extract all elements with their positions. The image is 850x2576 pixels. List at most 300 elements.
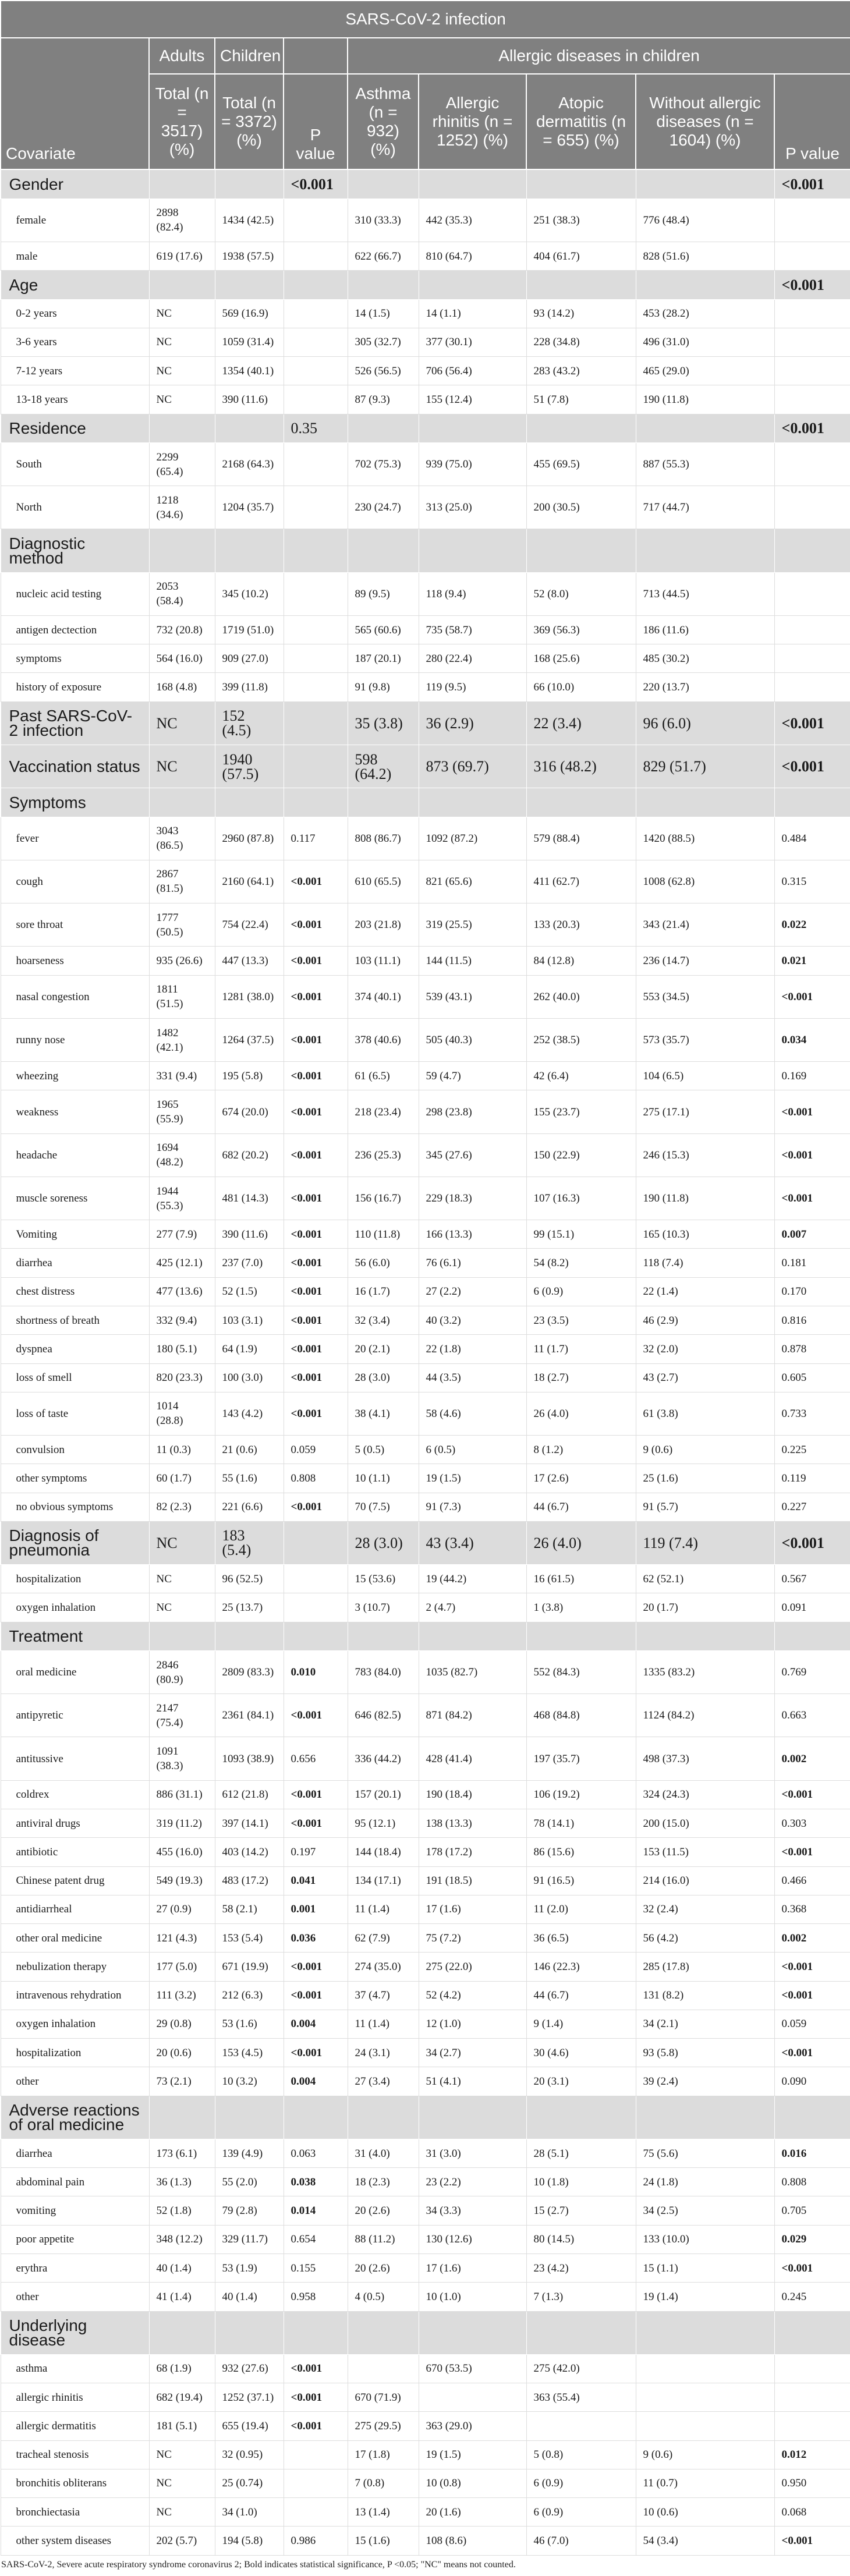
table-cell: 61 (3.8)	[636, 1392, 774, 1435]
table-cell: 186 (11.6)	[636, 615, 774, 644]
table-row	[1, 2283, 850, 2311]
table-cell	[284, 299, 348, 328]
table-cell: 93 (5.8)	[636, 2039, 774, 2067]
table-cell: 0.036	[284, 1924, 348, 1953]
table-cell: 16 (61.5)	[526, 1565, 636, 1593]
table-cell: <0.001	[774, 1780, 850, 1809]
table-cell: 93 (14.2)	[526, 299, 636, 328]
table-cell: 1420 (88.5)	[636, 817, 774, 860]
table-cell	[774, 644, 850, 673]
table-cell: 0.225	[774, 1436, 850, 1464]
covariate-label: oxygen inhalation	[1, 2010, 149, 2038]
table-cell: 0.368	[774, 1895, 850, 1923]
table-row	[1, 1780, 850, 1809]
covariate-label: diarrhea	[1, 2139, 149, 2167]
table-cell	[526, 788, 636, 817]
table-cell: 447 (13.3)	[215, 947, 284, 975]
table-cell	[348, 271, 419, 299]
table-row	[1, 1249, 850, 1277]
table-cell: 498 (37.3)	[636, 1737, 774, 1780]
table-cell	[419, 788, 526, 817]
table-cell: 0.769	[774, 1650, 850, 1693]
table-cell: 313 (25.0)	[419, 486, 526, 529]
table-cell: 646 (82.5)	[348, 1694, 419, 1737]
section-row	[1, 529, 850, 572]
table-cell	[526, 271, 636, 299]
table-cell: 455 (69.5)	[526, 442, 636, 486]
table-cell: 34 (1.0)	[215, 2498, 284, 2527]
table-cell: 1218 (34.6)	[149, 486, 215, 529]
table-cell: 829 (51.7)	[636, 745, 774, 788]
table-cell	[419, 1622, 526, 1650]
table-cell: 22 (1.8)	[419, 1335, 526, 1363]
table-cell: <0.001	[774, 2253, 850, 2282]
table-cell: 118 (7.4)	[636, 1249, 774, 1277]
table-cell: 0.002	[774, 1924, 850, 1953]
table-cell: 579 (88.4)	[526, 817, 636, 860]
table-cell: <0.001	[774, 2039, 850, 2067]
table-cell: 319 (11.2)	[149, 1809, 215, 1837]
table-cell: 134 (17.1)	[348, 1866, 419, 1895]
table-cell: 43 (2.7)	[636, 1363, 774, 1392]
table-cell: 11 (1.4)	[348, 1895, 419, 1923]
table-cell	[284, 385, 348, 414]
covariate-label: female	[1, 199, 149, 242]
table-cell: 100 (3.0)	[215, 1363, 284, 1392]
table-cell: 51 (7.8)	[526, 385, 636, 414]
section-row	[1, 169, 850, 199]
table-cell: <0.001	[774, 701, 850, 745]
table-cell: 1354 (40.1)	[215, 357, 284, 385]
table-cell: 6 (0.9)	[526, 2498, 636, 2527]
table-cell: 119 (7.4)	[636, 1521, 774, 1564]
table-cell: 58 (2.1)	[215, 1895, 284, 1923]
covariate-label: runny nose	[1, 1018, 149, 1061]
table-cell	[284, 615, 348, 644]
table-cell: 11 (0.7)	[636, 2469, 774, 2497]
table-row	[1, 2168, 850, 2196]
table-cell: 0.466	[774, 1866, 850, 1895]
table-cell: 19 (1.5)	[419, 2440, 526, 2469]
table-cell: 7 (0.8)	[348, 2469, 419, 2497]
table-footnote: SARS-CoV-2, Severe acute respiratory syndrome coronavirus 2; Bold indicates statistical significance, P <0.05; "NC" means not counted.	[1, 2559, 516, 2570]
covariate-label: coldrex	[1, 1780, 149, 1809]
table-cell	[348, 529, 419, 572]
table-cell: 403 (14.2)	[215, 1838, 284, 1866]
table-cell: 26 (4.0)	[526, 1392, 636, 1435]
table-row	[1, 1363, 850, 1392]
table-cell	[284, 2440, 348, 2469]
table-cell: 236 (25.3)	[348, 1133, 419, 1177]
covariate-label: antitussive	[1, 1737, 149, 1780]
table-cell: 1252 (37.1)	[215, 2383, 284, 2412]
table-cell	[149, 1622, 215, 1650]
table-cell	[284, 199, 348, 242]
table-cell: <0.001	[284, 1220, 348, 1249]
table-cell: 0.012	[774, 2440, 850, 2469]
table-cell: 91 (7.3)	[419, 1493, 526, 1521]
table-cell: 277 (7.9)	[149, 1220, 215, 1249]
table-cell: 107 (16.3)	[526, 1177, 636, 1220]
table-cell: 0.002	[774, 1737, 850, 1780]
table-cell: 20 (0.6)	[149, 2039, 215, 2067]
table-cell: 153 (11.5)	[636, 1838, 774, 1866]
table-cell	[284, 1593, 348, 1622]
table-row	[1, 2498, 850, 2527]
table-cell: 3 (10.7)	[348, 1593, 419, 1622]
table-row	[1, 1464, 850, 1493]
table-row	[1, 1593, 850, 1622]
table-cell: 0.227	[774, 1493, 850, 1521]
table-row	[1, 1177, 850, 1220]
table-cell: 2898 (82.4)	[149, 199, 215, 242]
table-cell: <0.001	[284, 1493, 348, 1521]
table-cell: <0.001	[284, 1133, 348, 1177]
table-cell: 14 (1.5)	[348, 299, 419, 328]
section-row	[1, 701, 850, 745]
table-cell: 280 (22.4)	[419, 644, 526, 673]
table-cell: 18 (2.3)	[348, 2168, 419, 2196]
table-cell: 0.958	[284, 2283, 348, 2311]
table-cell: 17 (1.6)	[419, 1895, 526, 1923]
table-cell	[215, 169, 284, 199]
table-cell	[636, 2354, 774, 2383]
table-row	[1, 1133, 850, 1177]
table-cell: 237 (7.0)	[215, 1249, 284, 1277]
table-cell: 0.155	[284, 2253, 348, 2282]
covariate-label: antibiotic	[1, 1838, 149, 1866]
section-label: Diagnosis of pneumonia	[1, 1521, 149, 1564]
table-cell: <0.001	[284, 903, 348, 947]
covariate-label: oxygen inhalation	[1, 1593, 149, 1622]
table-cell: 86 (15.6)	[526, 1838, 636, 1866]
table-cell: 178 (17.2)	[419, 1838, 526, 1866]
covariate-label: sore throat	[1, 903, 149, 947]
table-cell: 9 (1.4)	[526, 2010, 636, 2038]
table-cell: 0.038	[284, 2168, 348, 2196]
table-cell: 180 (5.1)	[149, 1335, 215, 1363]
table-cell: 87 (9.3)	[348, 385, 419, 414]
covariate-label: cough	[1, 860, 149, 903]
table-cell: 0.605	[774, 1363, 850, 1392]
table-cell: 374 (40.1)	[348, 975, 419, 1018]
table-cell: <0.001	[774, 1177, 850, 1220]
table-cell: 468 (84.8)	[526, 1694, 636, 1737]
table-cell: 34 (2.5)	[636, 2196, 774, 2225]
table-row	[1, 1838, 850, 1866]
table-cell: 425 (12.1)	[149, 1249, 215, 1277]
table-row	[1, 2383, 850, 2412]
covariate-label: 0-2 years	[1, 299, 149, 328]
table-cell: 0.170	[774, 1277, 850, 1306]
table-cell: 16 (1.7)	[348, 1277, 419, 1306]
table-cell	[774, 1622, 850, 1650]
table-cell: 11 (2.0)	[526, 1895, 636, 1923]
table-cell	[284, 442, 348, 486]
table-cell: 348 (12.2)	[149, 2225, 215, 2253]
table-cell: 173 (6.1)	[149, 2139, 215, 2167]
table-cell: 1264 (37.5)	[215, 1018, 284, 1061]
section-label: Underlying disease	[1, 2311, 149, 2354]
table-cell: 52 (8.0)	[526, 572, 636, 615]
table-cell: 20 (1.6)	[419, 2498, 526, 2527]
table-cell: NC	[149, 385, 215, 414]
table-cell: 4 (0.5)	[348, 2283, 419, 2311]
table-cell: 0.654	[284, 2225, 348, 2253]
table-cell: 202 (5.7)	[149, 2527, 215, 2555]
table-row	[1, 1895, 850, 1923]
table-cell: 324 (24.3)	[636, 1780, 774, 1809]
table-cell	[419, 529, 526, 572]
table-cell: NC	[149, 701, 215, 745]
table-cell: 60 (1.7)	[149, 1464, 215, 1493]
table-cell	[284, 1622, 348, 1650]
table-cell: <0.001	[774, 975, 850, 1018]
table-cell: <0.001	[284, 1335, 348, 1363]
table-cell: 31 (4.0)	[348, 2139, 419, 2167]
section-label: Vaccination status	[1, 745, 149, 788]
table-cell: 91 (5.7)	[636, 1493, 774, 1521]
table-body	[1, 169, 850, 2555]
table-cell: 399 (11.8)	[215, 673, 284, 701]
table-cell: 9 (0.6)	[636, 1436, 774, 1464]
table-cell: <0.001	[774, 1133, 850, 1177]
table-cell: 526 (56.5)	[348, 357, 419, 385]
table-cell: 14 (1.1)	[419, 299, 526, 328]
table-cell: 38 (4.1)	[348, 1392, 419, 1435]
table-cell: 119 (9.5)	[419, 673, 526, 701]
table-cell	[215, 529, 284, 572]
table-cell: 10 (1.8)	[526, 2168, 636, 2196]
table-cell: 214 (16.0)	[636, 1866, 774, 1895]
table-cell	[774, 442, 850, 486]
table-cell: 932 (27.6)	[215, 2354, 284, 2383]
table-cell: 108 (8.6)	[419, 2527, 526, 2555]
table-cell: 24 (3.1)	[348, 2039, 419, 2067]
table-cell: 15 (1.6)	[348, 2527, 419, 2555]
table-cell: 935 (26.6)	[149, 947, 215, 975]
table-cell: 104 (6.5)	[636, 1062, 774, 1090]
covariate-label: hospitalization	[1, 2039, 149, 2067]
table-cell: 390 (11.6)	[215, 1220, 284, 1249]
covariate-label: loss of smell	[1, 1363, 149, 1392]
table-cell: 754 (22.4)	[215, 903, 284, 947]
table-cell: 106 (19.2)	[526, 1780, 636, 1809]
table-cell: <0.001	[774, 745, 850, 788]
table-cell: NC	[149, 1593, 215, 1622]
table-cell: 9 (0.6)	[636, 2440, 774, 2469]
table-cell: 31 (3.0)	[419, 2139, 526, 2167]
table-cell: 612 (21.8)	[215, 1780, 284, 1809]
table-cell: 70 (7.5)	[348, 1493, 419, 1521]
table-cell	[636, 2096, 774, 2139]
table-cell: 251 (38.3)	[526, 199, 636, 242]
table-cell: 22 (1.4)	[636, 1277, 774, 1306]
table-cell: 84 (12.8)	[526, 947, 636, 975]
table-cell: 2299 (65.4)	[149, 442, 215, 486]
table-cell: 1944 (55.3)	[149, 1177, 215, 1220]
table-cell: 15 (1.1)	[636, 2253, 774, 2282]
table-cell: <0.001	[284, 1249, 348, 1277]
table-row	[1, 1277, 850, 1306]
covariate-label: oral medicine	[1, 1650, 149, 1693]
table-cell	[636, 2412, 774, 2440]
table-cell: 0.705	[774, 2196, 850, 2225]
table-cell: 56 (4.2)	[636, 1924, 774, 1953]
covariate-label: muscle soreness	[1, 1177, 149, 1220]
header-p-value-2: P value	[774, 74, 850, 169]
table-cell: 64 (1.9)	[215, 1335, 284, 1363]
table-cell: 275 (42.0)	[526, 2354, 636, 2383]
table-row	[1, 817, 850, 860]
table-cell: NC	[149, 1521, 215, 1564]
table-cell	[149, 2096, 215, 2139]
table-cell: 1059 (31.4)	[215, 328, 284, 356]
table-cell: 19 (1.4)	[636, 2283, 774, 2311]
header-children: Children	[215, 38, 284, 74]
table-cell: 0.169	[774, 1062, 850, 1090]
table-cell: 411 (62.7)	[526, 860, 636, 903]
table-cell	[774, 357, 850, 385]
table-row	[1, 1924, 850, 1953]
table-cell: 25 (1.6)	[636, 1464, 774, 1493]
table-cell: NC	[149, 2498, 215, 2527]
table-cell: 336 (44.2)	[348, 1737, 419, 1780]
table-cell: 34 (2.7)	[419, 2039, 526, 2067]
table-row	[1, 1737, 850, 1780]
table-cell: 0.059	[774, 2010, 850, 2038]
table-cell	[284, 242, 348, 271]
covariate-label: erythra	[1, 2253, 149, 2282]
table-cell	[526, 2096, 636, 2139]
table-cell: 552 (84.3)	[526, 1650, 636, 1693]
table-cell: 103 (3.1)	[215, 1306, 284, 1335]
table-cell: 139 (4.9)	[215, 2139, 284, 2167]
table-cell: 2160 (64.1)	[215, 860, 284, 903]
table-row	[1, 486, 850, 529]
table-row	[1, 1493, 850, 1521]
section-row	[1, 1521, 850, 1564]
table-cell: 6 (0.9)	[526, 2469, 636, 2497]
table-cell: <0.001	[284, 1694, 348, 1737]
table-cell: 0.656	[284, 1737, 348, 1780]
table-row	[1, 2412, 850, 2440]
table-cell: 34 (3.3)	[419, 2196, 526, 2225]
table-row	[1, 1220, 850, 1249]
table-row	[1, 242, 850, 271]
table-cell: 0.117	[284, 817, 348, 860]
table-cell: 58 (4.6)	[419, 1392, 526, 1435]
table-cell: <0.001	[284, 2412, 348, 2440]
table-cell: 40 (3.2)	[419, 1306, 526, 1335]
table-row	[1, 1436, 850, 1464]
covariate-label: Vomiting	[1, 1220, 149, 1249]
table-cell: 319 (25.5)	[419, 903, 526, 947]
table-cell: 153 (4.5)	[215, 2039, 284, 2067]
table-cell: <0.001	[774, 1981, 850, 2010]
table-cell: 0.021	[774, 947, 850, 975]
table-cell: 549 (19.3)	[149, 1866, 215, 1895]
table-cell: 11 (1.4)	[348, 2010, 419, 2038]
table-cell: 103 (11.1)	[348, 947, 419, 975]
covariate-label: diarrhea	[1, 1249, 149, 1277]
table-cell: 130 (12.6)	[419, 2225, 526, 2253]
table-cell: 316 (48.2)	[526, 745, 636, 788]
table-cell: <0.001	[774, 169, 850, 199]
table-cell: 18 (2.7)	[526, 1363, 636, 1392]
table-cell: 564 (16.0)	[149, 644, 215, 673]
table-cell: 0.808	[284, 1464, 348, 1493]
table-cell	[284, 328, 348, 356]
table-cell: 197 (35.7)	[526, 1737, 636, 1780]
table-cell: 53 (1.9)	[215, 2253, 284, 2282]
table-cell: 565 (60.6)	[348, 615, 419, 644]
table-cell: 0.090	[774, 2067, 850, 2096]
table-cell: 573 (35.7)	[636, 1018, 774, 1061]
table-cell: 30 (4.6)	[526, 2039, 636, 2067]
table-cell: 674 (20.0)	[215, 1090, 284, 1133]
table-cell: 1938 (57.5)	[215, 242, 284, 271]
covariate-label: other	[1, 2067, 149, 2096]
table-cell: <0.001	[284, 1090, 348, 1133]
table-cell: 1719 (51.0)	[215, 615, 284, 644]
table-row	[1, 385, 850, 414]
table-row	[1, 2527, 850, 2555]
table-cell	[774, 242, 850, 271]
table-cell: 111 (3.2)	[149, 1981, 215, 2010]
covariate-label: dyspnea	[1, 1335, 149, 1363]
table-cell: 345 (27.6)	[419, 1133, 526, 1177]
table-cell: NC	[149, 328, 215, 356]
table-cell: 252 (38.5)	[526, 1018, 636, 1061]
table-cell: 0.010	[284, 1650, 348, 1693]
table-cell	[149, 169, 215, 199]
covariate-label: antipyretic	[1, 1694, 149, 1737]
table-cell: 0.001	[284, 1895, 348, 1923]
table-cell: 91 (9.8)	[348, 673, 419, 701]
table-row	[1, 199, 850, 242]
table-row	[1, 2253, 850, 2282]
table-cell: 2361 (84.1)	[215, 1694, 284, 1737]
table-row	[1, 572, 850, 615]
table-cell: 682 (20.2)	[215, 1133, 284, 1177]
table-cell: 131 (8.2)	[636, 1981, 774, 2010]
table-cell: 343 (21.4)	[636, 903, 774, 947]
table-cell: 0.878	[774, 1335, 850, 1363]
table-cell: 144 (11.5)	[419, 947, 526, 975]
table-cell: 0.181	[774, 1249, 850, 1277]
table-cell: 1204 (35.7)	[215, 486, 284, 529]
table-row	[1, 1392, 850, 1435]
table-cell	[149, 2311, 215, 2354]
covariate-label: wheezing	[1, 1062, 149, 1090]
table-cell: 68 (1.9)	[149, 2354, 215, 2383]
table-cell: 732 (20.8)	[149, 615, 215, 644]
table-cell	[774, 2412, 850, 2440]
header-total-children: Total (n = 3372) (%)	[215, 74, 284, 169]
table-cell	[774, 2311, 850, 2354]
covariate-label: symptoms	[1, 644, 149, 673]
table-cell: 39 (2.4)	[636, 2067, 774, 2096]
table-cell: 598 (64.2)	[348, 745, 419, 788]
covariate-label: nebulization therapy	[1, 1953, 149, 1981]
covariate-label: other oral medicine	[1, 1924, 149, 1953]
table-cell: 1482 (42.1)	[149, 1018, 215, 1061]
table-cell: 21 (0.6)	[215, 1436, 284, 1464]
table-cell: 75 (7.2)	[419, 1924, 526, 1953]
table-cell: 453 (28.2)	[636, 299, 774, 328]
table-cell: 55 (2.0)	[215, 2168, 284, 2196]
